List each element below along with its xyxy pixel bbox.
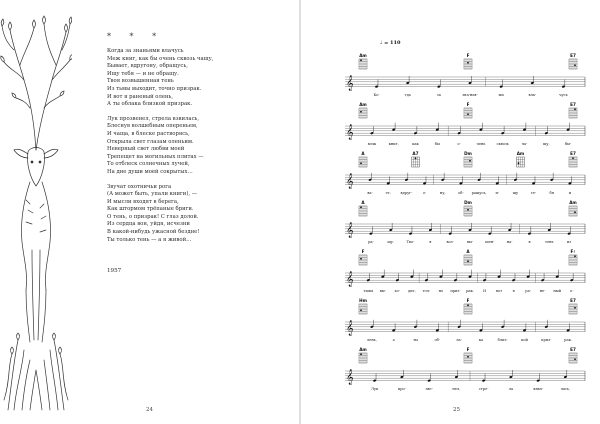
- music-note: [400, 370, 404, 378]
- lyric-syllable: но: [438, 289, 444, 293]
- music-note: [482, 374, 486, 382]
- poem-line: Неверный свет любви моей: [107, 146, 185, 153]
- music-note: [392, 323, 396, 331]
- music-note: [532, 176, 536, 184]
- music-note: [406, 76, 410, 84]
- lyric-syllable: бы: [434, 142, 440, 146]
- lyric-syllable: как: [412, 142, 419, 146]
- chord-finger: [467, 113, 469, 115]
- chord-finger: [467, 260, 469, 262]
- lyric-syllable: ну,: [439, 191, 446, 195]
- music-note: [423, 176, 427, 184]
- lyric-syllable: ра-: [368, 240, 374, 244]
- section-stars: * * *: [107, 32, 165, 41]
- music-note: [425, 273, 429, 281]
- music-note: [526, 270, 530, 278]
- music-system: [345, 53, 585, 97]
- chord-finger: [415, 157, 417, 159]
- poem-line: Звучат охотничьи рога: [107, 183, 172, 190]
- chord-label: Dm: [464, 151, 472, 156]
- chord-label: E7: [570, 151, 576, 156]
- music-note: [439, 270, 443, 278]
- chord-diagram: [569, 249, 577, 265]
- poem-line: То отблеск солнечных лучей,: [107, 161, 190, 168]
- music-note: [381, 270, 385, 278]
- lyric-syllable: стре-: [478, 387, 489, 391]
- lyric-syllable: ет,: [385, 191, 391, 195]
- music-note: [508, 223, 512, 231]
- chord-finger: [469, 160, 471, 162]
- lyric-syllable: ла: [508, 387, 514, 391]
- chord-label: F: [466, 347, 470, 352]
- lyric-syllable: не-: [539, 289, 546, 293]
- lyric-syllable: И: [482, 289, 487, 293]
- lyric-syllable: рак.: [466, 289, 474, 293]
- music-note: [566, 323, 570, 331]
- music-note: [567, 227, 571, 235]
- lyric-syllable: а: [392, 338, 395, 342]
- chord-finger: [518, 162, 520, 164]
- music-note: [386, 176, 390, 184]
- chord-finger: [574, 64, 576, 66]
- poem-line: Ищу тебя — и не обращу.: [107, 70, 179, 77]
- music-note: [414, 320, 418, 328]
- music-note: [536, 374, 540, 382]
- chord-diagram: [359, 347, 367, 363]
- chord-diagram: [359, 200, 367, 216]
- music-note: [373, 374, 377, 382]
- chord-label: E7: [570, 53, 576, 58]
- music-note: [512, 273, 516, 281]
- lyric-syllable: воз-: [446, 240, 454, 244]
- chord-diagram: [569, 151, 577, 167]
- poem-line: О тень, о призрак! С глаз долой.: [107, 213, 199, 220]
- right-page: [301, 0, 600, 424]
- poem-text: [107, 48, 292, 251]
- music-note: [410, 270, 414, 278]
- music-note: [562, 80, 566, 88]
- music-note: [501, 126, 505, 134]
- lyric-syllable: чень: [476, 142, 486, 146]
- chord-finger: [360, 258, 362, 260]
- music-note: [457, 320, 461, 328]
- music-note: [437, 80, 441, 88]
- lyric-syllable: шен-: [485, 240, 495, 244]
- stanza-2: [107, 116, 292, 177]
- page-number-right: 25: [453, 407, 460, 413]
- chord-label: A: [466, 249, 470, 254]
- lyric-syllable: те-: [530, 191, 537, 195]
- lyric-syllable: об-: [458, 191, 464, 195]
- chord-diagram: [359, 102, 367, 118]
- music-note: [488, 227, 492, 235]
- poem-line: Открыла свет глазам оленьим.: [107, 138, 194, 145]
- music-note: [566, 123, 570, 131]
- lyric-syllable: вла-: [528, 93, 537, 97]
- lyric-syllable: Лук: [370, 387, 379, 391]
- lyric-syllable: щу: [512, 191, 519, 195]
- music-note: [555, 270, 559, 278]
- lyric-syllable: и: [568, 191, 572, 195]
- chord-diagram: [517, 151, 525, 167]
- chord-label: Am: [359, 53, 367, 58]
- chord-finger: [360, 162, 362, 164]
- music-system: [345, 249, 585, 293]
- chord-diagram: [359, 249, 367, 265]
- lyric-syllable: ра-: [525, 289, 531, 293]
- chord-label: Am: [569, 200, 577, 205]
- poem-line: Меж книг, как бы очень сквозь чащу,: [107, 55, 214, 62]
- treble-clef: 𝄞: [346, 76, 354, 91]
- chord-label: F♯: [570, 249, 576, 254]
- music-note: [479, 323, 483, 331]
- chord-diagram: [359, 151, 367, 167]
- chord-finger: [467, 356, 469, 358]
- chord-label: A7: [412, 151, 419, 156]
- chord-finger: [360, 206, 362, 208]
- music-note: [429, 223, 433, 231]
- lyric-syllable: лась,: [560, 387, 571, 391]
- lyric-syllable: взви-: [533, 387, 543, 391]
- music-note: [366, 273, 370, 281]
- lyric-syllable: щу,: [542, 142, 550, 146]
- chord-label: Am: [359, 102, 367, 107]
- lyric-syllable: и-: [495, 191, 500, 195]
- chord-finger: [574, 358, 576, 360]
- music-note: [436, 123, 440, 131]
- lyric-syllable: лень,: [366, 338, 377, 342]
- music-note: [392, 123, 396, 131]
- lyric-syllable: про-: [397, 387, 406, 391]
- poem-line: И чаща, в блеске растворясь,: [107, 130, 190, 137]
- lyric-syllable: на-: [506, 240, 513, 244]
- music-note: [436, 323, 440, 331]
- lyric-syllable: ча-: [521, 142, 528, 146]
- chord-finger: [467, 209, 469, 211]
- lyric-syllable: я: [512, 289, 515, 293]
- music-note: [369, 227, 373, 235]
- lyric-syllable: из: [566, 240, 572, 244]
- lyric-syllable: гда: [404, 93, 411, 97]
- music-note: [454, 273, 458, 281]
- music-note: [370, 126, 374, 134]
- page-number-left: 24: [146, 407, 153, 413]
- lyric-syllable: зве-: [425, 387, 433, 391]
- music-system: [345, 347, 585, 391]
- music-note: [477, 173, 481, 181]
- poem-line: Блеснув волшебным опереньем,: [107, 123, 198, 130]
- lyric-syllable: ращусь,: [471, 191, 487, 195]
- lyric-syllable: дит,: [407, 289, 416, 293]
- chord-label: F: [466, 298, 470, 303]
- stanza-1: [107, 48, 292, 109]
- chord-diagram: [569, 102, 577, 118]
- chord-diagram: [464, 200, 473, 216]
- poem-line: В какой-нибудь ужасной бездне!: [107, 229, 200, 236]
- chord-label: E7: [570, 298, 576, 303]
- chord-label: Am: [359, 347, 367, 352]
- music-note: [564, 370, 568, 378]
- lyric-syllable: ный: [553, 289, 562, 293]
- lyric-syllable: зна-нья-: [462, 93, 478, 97]
- chord-finger: [360, 111, 362, 113]
- lyric-syllable: тень: [545, 240, 554, 244]
- music-note: [396, 273, 400, 281]
- chord-finger: [574, 307, 576, 309]
- chord-diagram: [569, 53, 577, 69]
- chord-label: Am: [516, 151, 525, 156]
- deer-illustration: [0, 10, 72, 414]
- lyric-syllable: ва-: [367, 191, 373, 195]
- left-page: [0, 0, 299, 424]
- music-system: [345, 151, 585, 195]
- lyric-syllable: вдруг-: [400, 191, 413, 195]
- music-note: [545, 320, 549, 328]
- lyric-syllable: рак.: [564, 338, 573, 342]
- lyric-syllable: книг,: [388, 142, 399, 146]
- lyric-syllable: о-: [457, 142, 461, 146]
- music-system: [345, 298, 585, 342]
- lyric-syllable: за: [436, 93, 441, 97]
- poem-line: И вот я раненый олень,: [107, 93, 174, 100]
- music-note: [468, 76, 472, 84]
- music-note: [427, 374, 431, 382]
- lyric-syllable: вы-: [466, 240, 474, 244]
- lyric-syllable: ка: [478, 338, 484, 342]
- lyric-syllable: кой: [521, 338, 528, 342]
- music-note: [495, 176, 499, 184]
- poem-line: Твоя возвышенная тень: [107, 78, 174, 85]
- music-note: [468, 270, 472, 278]
- lyric-syllable: бя: [549, 191, 554, 195]
- poem-line: Лук прозвенел, стрела взвилась,: [107, 115, 200, 122]
- music-note: [459, 176, 463, 184]
- chord-label: F: [361, 249, 365, 254]
- music-note: [479, 123, 483, 131]
- poem-line: Как штормом трёпаные бриги.: [107, 206, 194, 213]
- chord-diagram: [412, 151, 420, 167]
- lyric-syllable: бы-: [564, 142, 572, 146]
- treble-clef: 𝄞: [346, 370, 354, 385]
- poem-line: И мысли входят в берега,: [107, 198, 179, 205]
- music-note: [375, 80, 379, 88]
- chord-label: Hm: [359, 298, 367, 303]
- treble-clef: 𝄞: [346, 321, 354, 336]
- music-note: [457, 126, 461, 134]
- music-note: [455, 370, 459, 378]
- lyric-syllable: о-: [422, 191, 427, 195]
- chord-diagram: [569, 200, 577, 216]
- lyric-syllable: приз-: [541, 338, 552, 342]
- chord-finger: [360, 353, 362, 355]
- poem-line: (А может быть, упали книги), —: [107, 191, 198, 198]
- chord-label: A: [361, 151, 365, 156]
- lyric-syllable: ла-: [456, 338, 462, 342]
- poem-line: На дне души моей сокрытых…: [107, 168, 193, 175]
- chord-finger: [467, 304, 469, 306]
- treble-clef: 𝄞: [346, 272, 354, 287]
- music-system: [345, 102, 585, 146]
- music-note: [545, 126, 549, 134]
- chord-finger: [360, 59, 362, 61]
- music-note: [568, 176, 572, 184]
- chord-diagram: [464, 151, 473, 167]
- poem-year: 1957: [107, 268, 122, 274]
- music-note: [501, 320, 505, 328]
- lyric-syllable: я: [429, 240, 432, 244]
- chord-label: E7: [570, 347, 576, 352]
- music-system: [345, 200, 585, 244]
- treble-clef: 𝄞: [346, 125, 354, 140]
- chord-finger: [360, 309, 362, 311]
- poem-line: Трепещет на могильных плитах —: [107, 153, 204, 160]
- chord-label: F: [466, 102, 470, 107]
- chord-diagram: [464, 347, 472, 363]
- music-note: [468, 223, 472, 231]
- sheet-music: [301, 0, 600, 424]
- music-note: [528, 227, 532, 235]
- poem-line: Из сердца вон, уйдя, исчезни: [107, 221, 190, 228]
- chord-label: A: [361, 200, 365, 205]
- chord-diagram: [359, 298, 368, 314]
- chord-diagram: [569, 347, 577, 363]
- lyric-syllable: чусь: [559, 93, 568, 97]
- music-note: [550, 173, 554, 181]
- chord-diagram: [359, 53, 367, 69]
- music-note: [523, 323, 527, 331]
- music-note: [570, 273, 574, 281]
- treble-clef: 𝄞: [346, 174, 354, 189]
- music-note: [409, 227, 413, 235]
- poem-line: Из тьмы выходит, точно призрак.: [107, 85, 202, 92]
- chord-finger: [574, 211, 576, 213]
- lyric-syllable: ми: [498, 93, 504, 97]
- chord-diagram: [464, 102, 472, 118]
- lyric-syllable: близ-: [497, 338, 508, 342]
- chord-diagram: [464, 298, 472, 314]
- chord-finger: [467, 62, 469, 64]
- lyric-syllable: Тво-: [406, 240, 415, 244]
- music-note: [405, 173, 409, 181]
- music-note: [541, 273, 545, 281]
- music-note: [497, 270, 501, 278]
- chord-label: F: [466, 53, 470, 58]
- lyric-syllable: об-: [434, 338, 441, 342]
- lyric-syllable: я: [528, 240, 531, 244]
- music-note: [523, 123, 527, 131]
- chord-label: Dm: [464, 200, 472, 205]
- lyric-syllable: Ко-: [373, 93, 380, 97]
- music-note: [389, 223, 393, 231]
- music-note: [509, 370, 513, 378]
- chord-diagram: [464, 249, 472, 265]
- music-note: [448, 227, 452, 235]
- music-note: [531, 76, 535, 84]
- chord-finger: [572, 157, 574, 159]
- poem-line: Когда за знаньями влачусь: [107, 48, 184, 54]
- music-note: [499, 80, 503, 88]
- lyric-syllable: вот: [495, 289, 503, 293]
- treble-clef: 𝄞: [346, 223, 354, 238]
- lyric-syllable: тьмы: [363, 289, 374, 293]
- lyric-syllable: вы-: [379, 289, 386, 293]
- music-note: [548, 223, 552, 231]
- lyric-syllable: нел,: [452, 387, 461, 391]
- poem-line: А ты облака близкой призрак.: [107, 101, 193, 108]
- music-note: [414, 126, 418, 134]
- lyric-syllable: о-: [570, 289, 574, 293]
- music-note: [368, 173, 372, 181]
- chord-diagram: [569, 298, 577, 314]
- tempo-marking: ♩ = 110: [380, 40, 401, 46]
- lyric-syllable: меж: [367, 142, 377, 146]
- poem-line: Бывает, вдругону, обращусь,: [107, 63, 188, 70]
- music-note: [514, 173, 518, 181]
- lyric-syllable: точ-: [422, 289, 431, 293]
- lyric-syllable: хо-: [394, 289, 401, 293]
- lyric-syllable: ты: [413, 338, 418, 342]
- chord-finger: [574, 255, 576, 257]
- lyric-syllable: сквозь: [496, 142, 509, 146]
- lyric-syllable: щу.: [387, 240, 395, 244]
- lyric-syllable: приз-: [450, 289, 461, 293]
- stanza-3: [107, 184, 292, 245]
- chord-finger: [574, 108, 576, 110]
- chord-label: E7: [570, 102, 576, 107]
- music-note: [483, 273, 487, 281]
- music-note: [370, 320, 374, 328]
- chord-diagram: [464, 53, 472, 69]
- music-note: [441, 173, 445, 181]
- poem-line: Ты только тень — а я живой…: [107, 236, 192, 243]
